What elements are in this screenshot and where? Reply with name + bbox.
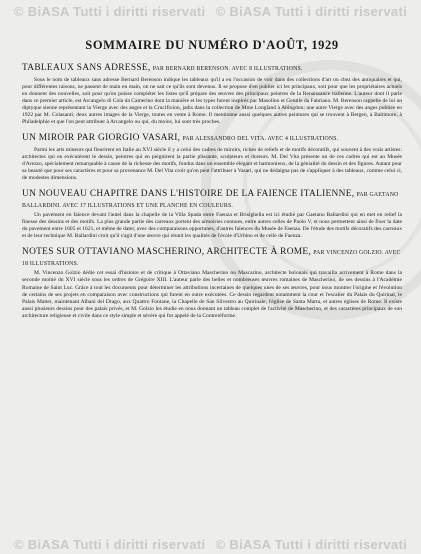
section-heading	[22, 63, 402, 74]
section-tableaux	[22, 63, 402, 126]
section-faience	[22, 189, 402, 240]
section-title: UN NOUVEAU CHAPITRE DANS L'HISTOIRE DE LA FAIENCE ITALIENNE,	[22, 189, 355, 200]
section-mascherino	[22, 247, 402, 319]
section-heading	[22, 133, 402, 144]
section-body: Sous le nom de tableaux sans adresse Bernard Berenson indique les tableaux qu'il a eu l'occasion de voir dans des collections d'art ou chez des antiquaires et qui, pour différentes raisons, ne passent de main en main, on ne sait ce qu'ils sont devenus. Il se propose d'en publier ici les principaux, soit pour que les propriétaires actuels en donnent des nouvelles, soit pour qu'on puisse compléter les listes qu'il prépare des œuvres des principaux peintres de la Renaissance italienne. L'auteur dont il parle dans ce premier article, est Arcangelo di Cola da Camerino dont la manière et les types furent inspirés par Masolino et Gentile da Fabriano. M. Berenson rappelle de lui un diptyque sienne représentant la Vierge avec des anges et la Crucifixion, jadis dans la collection de Mme Longland à Abingdon; une autre Vierge avec des anges publiée en 1922 par M. Colasanti; deux autres images de la Vierge, toutes en vente à Rome. Il mentionne aussi quelques autres peintures qui se trouvent à Bergen, à Baltimore, à Philadelphie et que l'on peut attribuer à Arcangelo ou qui, du moins, lui sont très proches.	[22, 76, 402, 126]
section-title: NOTES SUR OTTAVIANO MASCHERINO, ARCHITECTE À ROME,	[22, 247, 312, 258]
watermark-top	[0, 0, 421, 22]
section-byline: PAR ALESSANDRO DEL VITA. AVEC 4 ILLUSTRATIONS.	[182, 136, 339, 143]
section-miroir	[22, 133, 402, 182]
section-title: UN MIROIR PAR GIORGIO VASARI,	[22, 133, 181, 144]
section-body: M. Vincenzo Golzio dédie cet essai d'histoire et de critique à Ottaviano Mascherino ou Mascarino, architecte bolonais qui travailla activement à Rome dans la seconde moitié du XVI siècle sous les ordres de Grégoire XIII. L'auteur parle des belles et nombreuses œuvres romaines de Mascherino, de ses dessins à l'Académie Romaine de Saint Luc. Grâce à tout les documents pour déterminer les attributions incertaines de quelques unes de ses œuvres, pour nous montrer l'origine et l'évolution de certains de ses projets en comparaison avec constructions qui furent en outre exécutées. Ce dessin regardent notamment la cour et l'escalier du Palais du Quirinal, le Palais Mattei, maintenant Albani del Drago, aux Quattro Fontane, la Chapelle de San Silvestro au Quirinale, l'église de Santa Marta, et autres églises de Rome. Il existe aussi plusieurs dessins pour des palais privés, et M. Golzio les étudie en nous donnant un tableau complet de l'activité de Mascherino, et des caractères principaux de son architecture religieuse et civile dans ce style simple et sévère qui fut appelé de la Contreréforme.	[22, 270, 402, 319]
section-heading	[22, 189, 402, 209]
page-title: SOMMAIRE DU NUMÉRO D'AOÛT, 1929	[85, 38, 339, 52]
section-body: Un pavement en faïence devant l'autel dans la chapelle de la Villa Spada entre Faenza et Brisighella est ici étudié par Gaetano Ballardini qui en met en relief la finesse des dessins et des motifs. La plus grande partie des carreaux portent des armoiries connues, entre autres celles de Paolo V, et nous permettent ainsi de fixer la date du pavement entre 1605 et 1621, et même de dater, avec des comparaisons opportunes, d'autres faïences du Musée de Faenza. De l'étude des motifs décoratifs des carreaux et de leur technique M. Ballardini croit qu'il s'agit d'une œuvre qui réunit les qualités de l'école d'Urbino et de celle de Faenza.	[22, 212, 402, 240]
section-byline: PAR BERNARD BERENSON. AVEC 8 ILLUSTRATIONS.	[152, 66, 303, 72]
section-heading	[22, 247, 402, 267]
section-body: Parmi les arts mineurs qui fleurirent en Italie au XVI siècle il y a celui des cadres de miroirs, riches de reliefs et de motifs décoratifs, qui souvent à des vrais artistes: architectes qui en exécutèrent le dessin, peintres qui en peignirent la partie plissante, sculpteurs et doreurs. M. Del Vita présente un de ces cadres qui est au Musée d'Arezzo, spécialement remarquable à cause de la richesse des motifs, fondus dans un ensemble élégant et harmonieux, de la génialité du dessin et des figures. Autant pour sa beauté que pour ses caractères et pour sa provenance M. Del Vita croit qu'on peut l'attribuer à Vasari, qui ne dédaigna pas de s'appliquer à des tableaux, comme celui ci, de modestes dimensions.	[22, 147, 402, 182]
watermark-text-left: © BiASA Tutti i diritti riservati	[14, 3, 206, 19]
watermark-text-right: © BiASA Tutti i diritti riservati	[215, 3, 407, 19]
watermark-text-bottom-left: © BiASA Tutti i diritti riservati	[14, 536, 206, 552]
watermark-text-bottom-right: © BiASA Tutti i diritti riservati	[215, 536, 407, 552]
section-byline: PAR VINCENZO GOLZIO. AVEC 18 ILLUSTRATIONS.	[22, 250, 401, 268]
section-title: TABLEAUX SANS ADRESSE,	[22, 63, 151, 73]
section-byline: PAR GAETANO BALLARDINI. AVEC 17 ILLUSTRATIONS ET UNE PLANCHE EN COULEURS.	[22, 192, 399, 210]
watermark-bottom	[0, 534, 421, 554]
article-summary	[22, 38, 402, 327]
